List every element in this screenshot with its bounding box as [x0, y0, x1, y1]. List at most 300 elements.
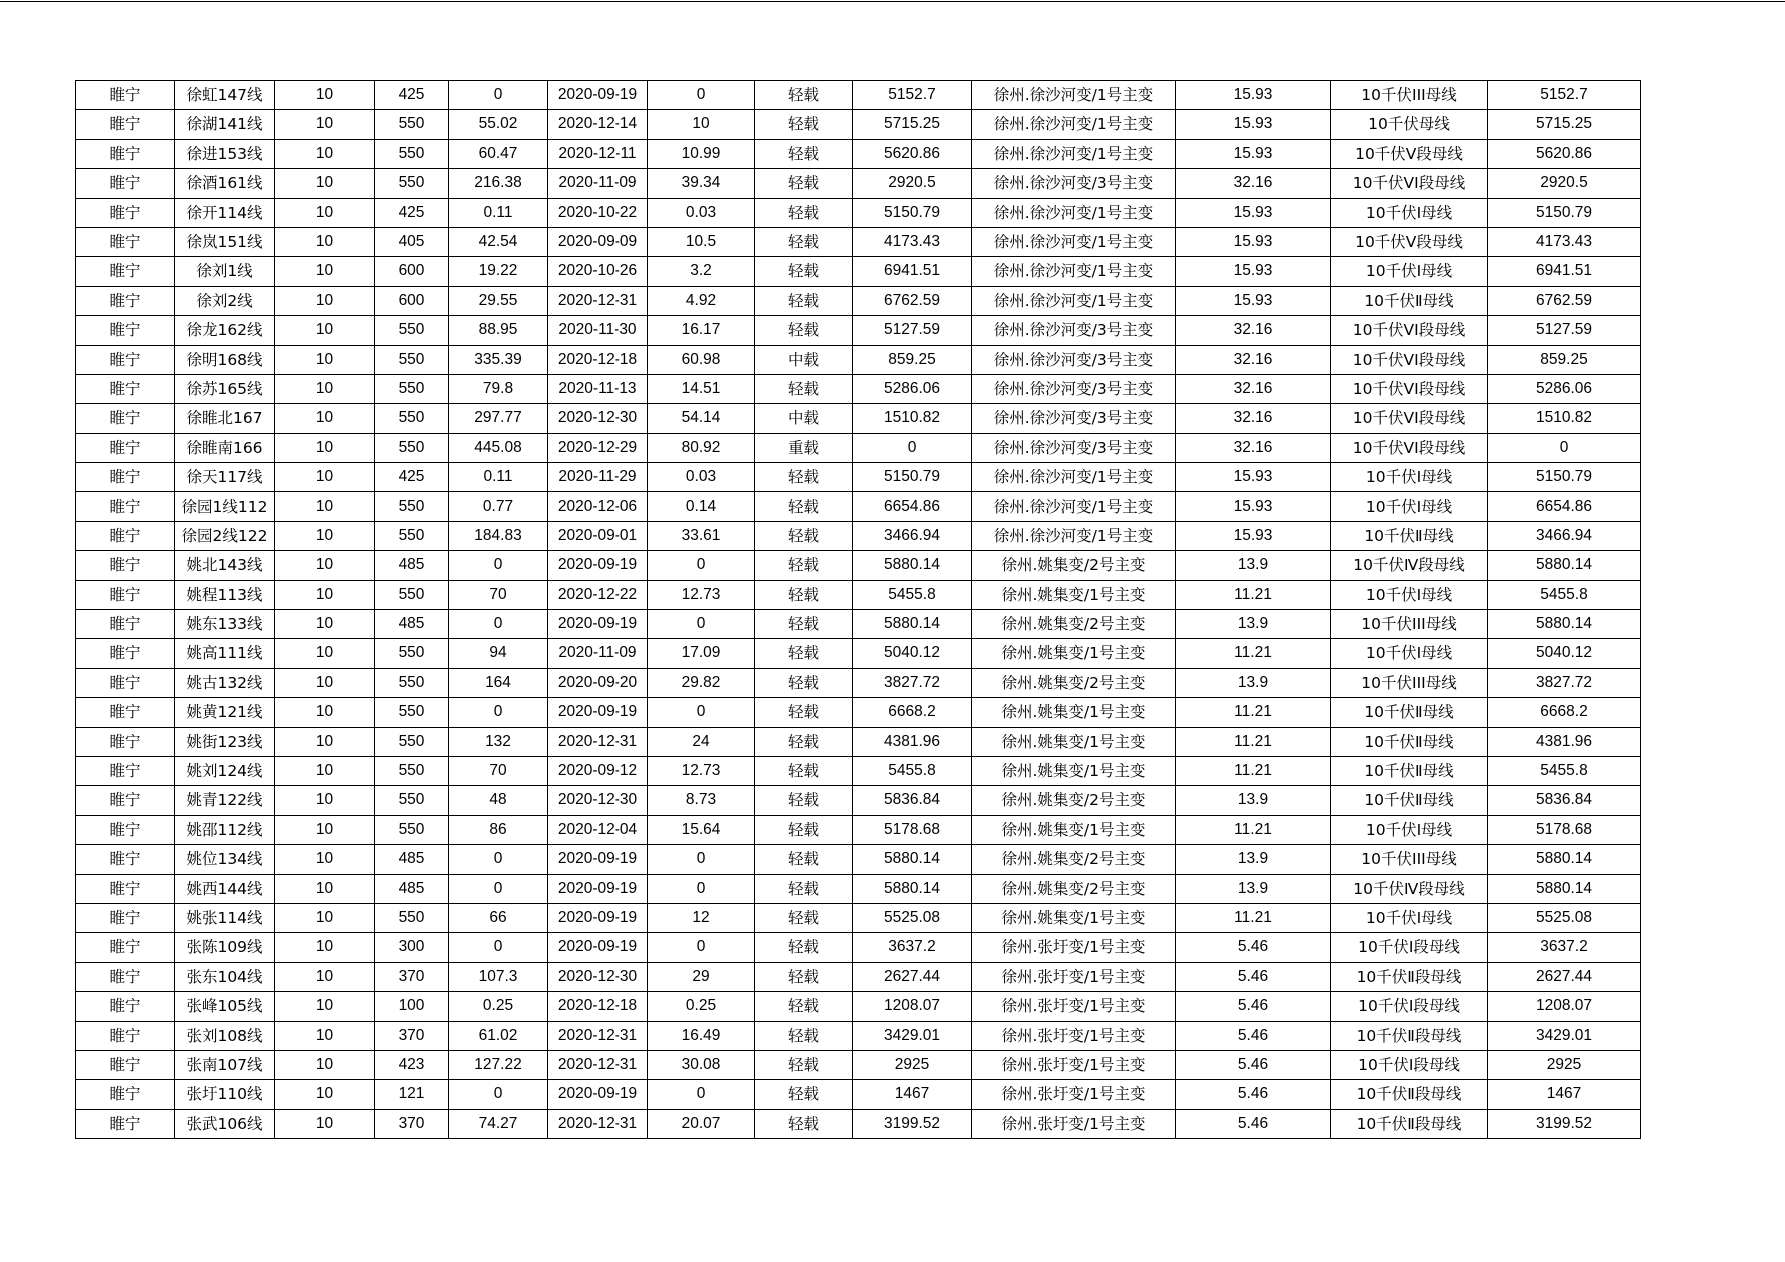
cell-available-capacity: 2925	[1488, 1050, 1641, 1079]
table-row	[76, 463, 1641, 492]
cell-load-rate: 12.73	[648, 580, 755, 609]
cell-load: 0	[449, 845, 548, 874]
cell-busbar: 10千伏III母线	[1331, 81, 1488, 110]
cell-load-status: 轻载	[755, 551, 853, 580]
cell-load-status: 轻载	[755, 1021, 853, 1050]
cell-load: 127.22	[449, 1050, 548, 1079]
cell-load: 0	[449, 1080, 548, 1109]
cell-busbar: 10千伏Ⅱ段母线	[1331, 962, 1488, 991]
cell-load-status: 轻载	[755, 463, 853, 492]
cell-busbar: 10千伏VI段母线	[1331, 169, 1488, 198]
cell-load-status: 轻载	[755, 286, 853, 315]
cell-voltage: 10	[275, 404, 375, 433]
cell-county: 睢宁	[76, 962, 175, 991]
cell-date: 2020-09-19	[548, 1080, 648, 1109]
cell-spare-capacity: 5880.14	[853, 845, 972, 874]
cell-date: 2020-09-19	[548, 903, 648, 932]
cell-busbar: 10千伏III母线	[1331, 845, 1488, 874]
cell-date: 2020-12-18	[548, 992, 648, 1021]
cell-busbar: 10千伏Ⅰ母线	[1331, 492, 1488, 521]
cell-voltage: 10	[275, 374, 375, 403]
cell-load-status: 轻载	[755, 169, 853, 198]
table-row	[76, 786, 1641, 815]
cell-voltage: 10	[275, 962, 375, 991]
cell-transformer: 徐州.姚集变/1号主变	[972, 580, 1176, 609]
cell-voltage: 10	[275, 1021, 375, 1050]
cell-transformer: 徐州.姚集变/1号主变	[972, 756, 1176, 785]
cell-load-rate: 4.92	[648, 286, 755, 315]
cell-busbar: 10千伏Ⅱ母线	[1331, 727, 1488, 756]
cell-transformer: 徐州.姚集变/2号主变	[972, 874, 1176, 903]
cell-transformer-load-rate: 15.93	[1176, 139, 1331, 168]
cell-available-capacity: 1510.82	[1488, 404, 1641, 433]
cell-transformer-load-rate: 15.93	[1176, 198, 1331, 227]
cell-capacity: 600	[375, 257, 449, 286]
cell-load: 0	[449, 874, 548, 903]
cell-available-capacity: 3199.52	[1488, 1109, 1641, 1138]
cell-transformer: 徐州.张圩变/1号主变	[972, 1050, 1176, 1079]
cell-available-capacity: 6941.51	[1488, 257, 1641, 286]
cell-date: 2020-09-19	[548, 933, 648, 962]
cell-transformer-load-rate: 15.93	[1176, 81, 1331, 110]
cell-voltage: 10	[275, 786, 375, 815]
cell-line-name: 徐虹147线	[175, 81, 275, 110]
cell-transformer-load-rate: 11.21	[1176, 903, 1331, 932]
cell-load: 60.47	[449, 139, 548, 168]
cell-line-name: 徐睢北167	[175, 404, 275, 433]
cell-transformer: 徐州.徐沙河变/1号主变	[972, 286, 1176, 315]
cell-spare-capacity: 4381.96	[853, 727, 972, 756]
cell-spare-capacity: 5715.25	[853, 110, 972, 139]
cell-voltage: 10	[275, 463, 375, 492]
cell-available-capacity: 6668.2	[1488, 698, 1641, 727]
cell-load-rate: 10.5	[648, 227, 755, 256]
cell-line-name: 姚张114线	[175, 903, 275, 932]
cell-date: 2020-12-31	[548, 1050, 648, 1079]
cell-load: 0	[449, 551, 548, 580]
cell-county: 睢宁	[76, 933, 175, 962]
cell-line-name: 姚高111线	[175, 639, 275, 668]
cell-load-rate: 12	[648, 903, 755, 932]
cell-spare-capacity: 5620.86	[853, 139, 972, 168]
cell-county: 睢宁	[76, 1080, 175, 1109]
cell-county: 睢宁	[76, 492, 175, 521]
cell-spare-capacity: 6654.86	[853, 492, 972, 521]
cell-capacity: 423	[375, 1050, 449, 1079]
table-row	[76, 756, 1641, 785]
table-row	[76, 933, 1641, 962]
cell-transformer: 徐州.姚集变/1号主变	[972, 727, 1176, 756]
cell-capacity: 550	[375, 903, 449, 932]
cell-capacity: 550	[375, 139, 449, 168]
cell-available-capacity: 1467	[1488, 1080, 1641, 1109]
cell-available-capacity: 6762.59	[1488, 286, 1641, 315]
cell-load: 335.39	[449, 345, 548, 374]
cell-load: 0.11	[449, 198, 548, 227]
cell-load: 19.22	[449, 257, 548, 286]
cell-spare-capacity: 5525.08	[853, 903, 972, 932]
cell-available-capacity: 6654.86	[1488, 492, 1641, 521]
cell-load-status: 轻载	[755, 1080, 853, 1109]
cell-voltage: 10	[275, 227, 375, 256]
cell-date: 2020-12-30	[548, 962, 648, 991]
cell-date: 2020-09-12	[548, 756, 648, 785]
cell-line-name: 张武106线	[175, 1109, 275, 1138]
cell-load-rate: 60.98	[648, 345, 755, 374]
cell-busbar: 10千伏Ⅰ母线	[1331, 198, 1488, 227]
cell-spare-capacity: 0	[853, 433, 972, 462]
cell-voltage: 10	[275, 316, 375, 345]
cell-load-status: 轻载	[755, 227, 853, 256]
cell-load-status: 轻载	[755, 198, 853, 227]
cell-voltage: 10	[275, 845, 375, 874]
cell-line-name: 徐进153线	[175, 139, 275, 168]
cell-date: 2020-12-30	[548, 786, 648, 815]
cell-voltage: 10	[275, 345, 375, 374]
cell-load-rate: 14.51	[648, 374, 755, 403]
cell-load-status: 轻载	[755, 786, 853, 815]
cell-voltage: 10	[275, 1109, 375, 1138]
cell-available-capacity: 5455.8	[1488, 580, 1641, 609]
cell-available-capacity: 4173.43	[1488, 227, 1641, 256]
cell-date: 2020-12-29	[548, 433, 648, 462]
cell-load-status: 轻载	[755, 756, 853, 785]
cell-load-rate: 16.17	[648, 316, 755, 345]
cell-load: 88.95	[449, 316, 548, 345]
cell-spare-capacity: 2627.44	[853, 962, 972, 991]
cell-load-status: 轻载	[755, 992, 853, 1021]
cell-load-rate: 54.14	[648, 404, 755, 433]
cell-line-name: 徐龙162线	[175, 316, 275, 345]
cell-load-rate: 10.99	[648, 139, 755, 168]
cell-transformer: 徐州.徐沙河变/1号主变	[972, 257, 1176, 286]
cell-load-status: 轻载	[755, 257, 853, 286]
table-row	[76, 433, 1641, 462]
cell-line-name: 徐明168线	[175, 345, 275, 374]
cell-line-name: 姚程113线	[175, 580, 275, 609]
cell-transformer-load-rate: 13.9	[1176, 786, 1331, 815]
cell-spare-capacity: 1208.07	[853, 992, 972, 1021]
cell-capacity: 550	[375, 169, 449, 198]
cell-date: 2020-12-22	[548, 580, 648, 609]
cell-transformer-load-rate: 13.9	[1176, 610, 1331, 639]
cell-load-rate: 80.92	[648, 433, 755, 462]
cell-date: 2020-09-19	[548, 845, 648, 874]
cell-transformer-load-rate: 15.93	[1176, 492, 1331, 521]
cell-transformer-load-rate: 11.21	[1176, 815, 1331, 844]
cell-busbar: 10千伏Ⅰ段母线	[1331, 1050, 1488, 1079]
cell-line-name: 徐刘1线	[175, 257, 275, 286]
cell-capacity: 550	[375, 110, 449, 139]
cell-voltage: 10	[275, 521, 375, 550]
cell-transformer: 徐州.徐沙河变/1号主变	[972, 198, 1176, 227]
cell-spare-capacity: 5286.06	[853, 374, 972, 403]
cell-capacity: 550	[375, 756, 449, 785]
cell-load-rate: 39.34	[648, 169, 755, 198]
cell-transformer-load-rate: 32.16	[1176, 433, 1331, 462]
cell-transformer-load-rate: 11.21	[1176, 639, 1331, 668]
table-row	[76, 992, 1641, 1021]
cell-transformer: 徐州.姚集变/2号主变	[972, 786, 1176, 815]
cell-county: 睢宁	[76, 139, 175, 168]
cell-load-status: 轻载	[755, 139, 853, 168]
cell-voltage: 10	[275, 903, 375, 932]
cell-busbar: 10千伏Ⅱ母线	[1331, 786, 1488, 815]
cell-capacity: 550	[375, 786, 449, 815]
cell-load-status: 轻载	[755, 580, 853, 609]
cell-transformer: 徐州.徐沙河变/3号主变	[972, 374, 1176, 403]
cell-county: 睢宁	[76, 639, 175, 668]
cell-available-capacity: 5040.12	[1488, 639, 1641, 668]
cell-available-capacity: 2627.44	[1488, 962, 1641, 991]
cell-available-capacity: 5880.14	[1488, 551, 1641, 580]
cell-transformer-load-rate: 32.16	[1176, 374, 1331, 403]
cell-load-rate: 0	[648, 1080, 755, 1109]
cell-busbar: 10千伏VI段母线	[1331, 345, 1488, 374]
cell-busbar: 10千伏Ⅰ母线	[1331, 580, 1488, 609]
cell-busbar: 10千伏Ⅴ段母线	[1331, 139, 1488, 168]
cell-available-capacity: 5880.14	[1488, 610, 1641, 639]
cell-available-capacity: 5127.59	[1488, 316, 1641, 345]
cell-voltage: 10	[275, 110, 375, 139]
cell-line-name: 徐刘2线	[175, 286, 275, 315]
table-row	[76, 815, 1641, 844]
cell-county: 睢宁	[76, 257, 175, 286]
cell-transformer: 徐州.张圩变/1号主变	[972, 1109, 1176, 1138]
cell-spare-capacity: 3199.52	[853, 1109, 972, 1138]
cell-load-rate: 0	[648, 698, 755, 727]
cell-busbar: 10千伏Ⅰ母线	[1331, 257, 1488, 286]
cell-load-rate: 0.14	[648, 492, 755, 521]
cell-spare-capacity: 5880.14	[853, 610, 972, 639]
cell-capacity: 550	[375, 815, 449, 844]
cell-county: 睢宁	[76, 903, 175, 932]
cell-load-status: 中载	[755, 404, 853, 433]
cell-transformer-load-rate: 13.9	[1176, 551, 1331, 580]
cell-line-name: 张南107线	[175, 1050, 275, 1079]
cell-date: 2020-12-31	[548, 727, 648, 756]
cell-voltage: 10	[275, 433, 375, 462]
cell-load: 66	[449, 903, 548, 932]
cell-busbar: 10千伏VI段母线	[1331, 433, 1488, 462]
cell-busbar: 10千伏Ⅰ母线	[1331, 903, 1488, 932]
cell-county: 睢宁	[76, 698, 175, 727]
cell-load-status: 轻载	[755, 727, 853, 756]
cell-transformer: 徐州.徐沙河变/3号主变	[972, 404, 1176, 433]
cell-transformer-load-rate: 15.93	[1176, 521, 1331, 550]
cell-transformer-load-rate: 15.93	[1176, 463, 1331, 492]
cell-line-name: 姚西144线	[175, 874, 275, 903]
cell-spare-capacity: 6668.2	[853, 698, 972, 727]
cell-line-name: 徐园1线112	[175, 492, 275, 521]
table-row	[76, 110, 1641, 139]
cell-load-status: 轻载	[755, 815, 853, 844]
cell-load: 94	[449, 639, 548, 668]
cell-transformer: 徐州.徐沙河变/3号主变	[972, 345, 1176, 374]
table-row	[76, 1050, 1641, 1079]
cell-load: 0.25	[449, 992, 548, 1021]
table-row	[76, 227, 1641, 256]
cell-voltage: 10	[275, 492, 375, 521]
cell-line-name: 张东104线	[175, 962, 275, 991]
table-row	[76, 903, 1641, 932]
cell-capacity: 550	[375, 580, 449, 609]
cell-county: 睢宁	[76, 198, 175, 227]
cell-load-rate: 0	[648, 933, 755, 962]
cell-voltage: 10	[275, 198, 375, 227]
cell-load-rate: 33.61	[648, 521, 755, 550]
cell-county: 睢宁	[76, 1021, 175, 1050]
cell-spare-capacity: 6941.51	[853, 257, 972, 286]
cell-spare-capacity: 5127.59	[853, 316, 972, 345]
cell-transformer-load-rate: 15.93	[1176, 110, 1331, 139]
cell-transformer-load-rate: 5.46	[1176, 933, 1331, 962]
cell-transformer: 徐州.姚集变/1号主变	[972, 903, 1176, 932]
cell-county: 睢宁	[76, 580, 175, 609]
cell-line-name: 徐岚151线	[175, 227, 275, 256]
cell-county: 睢宁	[76, 345, 175, 374]
cell-county: 睢宁	[76, 992, 175, 1021]
cell-capacity: 485	[375, 610, 449, 639]
cell-date: 2020-12-30	[548, 404, 648, 433]
cell-capacity: 550	[375, 698, 449, 727]
cell-transformer: 徐州.张圩变/1号主变	[972, 933, 1176, 962]
cell-transformer-load-rate: 13.9	[1176, 668, 1331, 697]
cell-transformer: 徐州.徐沙河变/1号主变	[972, 227, 1176, 256]
cell-transformer-load-rate: 11.21	[1176, 727, 1331, 756]
cell-load-status: 中载	[755, 345, 853, 374]
cell-available-capacity: 3637.2	[1488, 933, 1641, 962]
cell-spare-capacity: 859.25	[853, 345, 972, 374]
cell-transformer: 徐州.徐沙河变/1号主变	[972, 139, 1176, 168]
cell-available-capacity: 2920.5	[1488, 169, 1641, 198]
cell-transformer-load-rate: 5.46	[1176, 1080, 1331, 1109]
cell-transformer: 徐州.徐沙河变/1号主变	[972, 81, 1176, 110]
cell-load: 29.55	[449, 286, 548, 315]
cell-county: 睢宁	[76, 81, 175, 110]
cell-county: 睢宁	[76, 374, 175, 403]
cell-spare-capacity: 3429.01	[853, 1021, 972, 1050]
table-row	[76, 668, 1641, 697]
cell-date: 2020-11-30	[548, 316, 648, 345]
cell-load: 297.77	[449, 404, 548, 433]
cell-busbar: 10千伏Ⅱ段母线	[1331, 1021, 1488, 1050]
cell-voltage: 10	[275, 81, 375, 110]
cell-spare-capacity: 2925	[853, 1050, 972, 1079]
cell-capacity: 425	[375, 81, 449, 110]
cell-capacity: 550	[375, 316, 449, 345]
cell-transformer-load-rate: 15.93	[1176, 286, 1331, 315]
cell-spare-capacity: 1467	[853, 1080, 972, 1109]
cell-capacity: 550	[375, 492, 449, 521]
cell-load: 216.38	[449, 169, 548, 198]
cell-date: 2020-09-09	[548, 227, 648, 256]
cell-date: 2020-11-29	[548, 463, 648, 492]
cell-date: 2020-09-20	[548, 668, 648, 697]
cell-load-rate: 0.03	[648, 198, 755, 227]
cell-load-rate: 17.09	[648, 639, 755, 668]
cell-transformer-load-rate: 11.21	[1176, 756, 1331, 785]
table-row	[76, 286, 1641, 315]
cell-load-rate: 3.2	[648, 257, 755, 286]
cell-busbar: 10千伏Ⅰ段母线	[1331, 992, 1488, 1021]
cell-spare-capacity: 5150.79	[853, 463, 972, 492]
cell-spare-capacity: 1510.82	[853, 404, 972, 433]
cell-voltage: 10	[275, 580, 375, 609]
cell-voltage: 10	[275, 257, 375, 286]
cell-spare-capacity: 3827.72	[853, 668, 972, 697]
cell-county: 睢宁	[76, 521, 175, 550]
cell-load-status: 轻载	[755, 610, 853, 639]
cell-load: 79.8	[449, 374, 548, 403]
cell-county: 睢宁	[76, 433, 175, 462]
cell-line-name: 徐天117线	[175, 463, 275, 492]
data-table	[75, 80, 1641, 1139]
cell-transformer: 徐州.姚集变/2号主变	[972, 610, 1176, 639]
cell-spare-capacity: 5880.14	[853, 551, 972, 580]
cell-load-status: 轻载	[755, 1109, 853, 1138]
cell-capacity: 600	[375, 286, 449, 315]
cell-county: 睢宁	[76, 404, 175, 433]
table-body	[76, 81, 1641, 1139]
cell-busbar: 10千伏Ⅱ母线	[1331, 756, 1488, 785]
cell-load-status: 轻载	[755, 874, 853, 903]
cell-date: 2020-09-19	[548, 610, 648, 639]
cell-capacity: 405	[375, 227, 449, 256]
cell-line-name: 张圩110线	[175, 1080, 275, 1109]
cell-available-capacity: 5620.86	[1488, 139, 1641, 168]
cell-date: 2020-09-19	[548, 551, 648, 580]
table-row	[76, 962, 1641, 991]
cell-voltage: 10	[275, 992, 375, 1021]
table-row	[76, 169, 1641, 198]
cell-county: 睢宁	[76, 610, 175, 639]
cell-transformer-load-rate: 32.16	[1176, 169, 1331, 198]
cell-transformer-load-rate: 32.16	[1176, 345, 1331, 374]
cell-transformer: 徐州.姚集变/2号主变	[972, 668, 1176, 697]
cell-date: 2020-12-18	[548, 345, 648, 374]
cell-transformer-load-rate: 32.16	[1176, 316, 1331, 345]
cell-spare-capacity: 5880.14	[853, 874, 972, 903]
cell-load-status: 轻载	[755, 316, 853, 345]
table-row	[76, 198, 1641, 227]
cell-capacity: 425	[375, 463, 449, 492]
cell-line-name: 姚北143线	[175, 551, 275, 580]
cell-transformer: 徐州.姚集变/1号主变	[972, 639, 1176, 668]
cell-busbar: 10千伏Ⅱ母线	[1331, 286, 1488, 315]
cell-load: 74.27	[449, 1109, 548, 1138]
cell-available-capacity: 4381.96	[1488, 727, 1641, 756]
cell-busbar: 10千伏Ⅰ段母线	[1331, 933, 1488, 962]
cell-county: 睢宁	[76, 316, 175, 345]
cell-county: 睢宁	[76, 668, 175, 697]
cell-load: 164	[449, 668, 548, 697]
cell-available-capacity: 5836.84	[1488, 786, 1641, 815]
cell-load-status: 轻载	[755, 521, 853, 550]
cell-transformer: 徐州.张圩变/1号主变	[972, 962, 1176, 991]
cell-capacity: 425	[375, 198, 449, 227]
cell-line-name: 姚青122线	[175, 786, 275, 815]
cell-load-status: 轻载	[755, 903, 853, 932]
cell-date: 2020-12-31	[548, 286, 648, 315]
cell-load-status: 轻载	[755, 845, 853, 874]
table-row	[76, 492, 1641, 521]
cell-line-name: 徐湖141线	[175, 110, 275, 139]
cell-spare-capacity: 5455.8	[853, 756, 972, 785]
cell-line-name: 姚刘124线	[175, 756, 275, 785]
cell-load: 61.02	[449, 1021, 548, 1050]
cell-county: 睢宁	[76, 169, 175, 198]
